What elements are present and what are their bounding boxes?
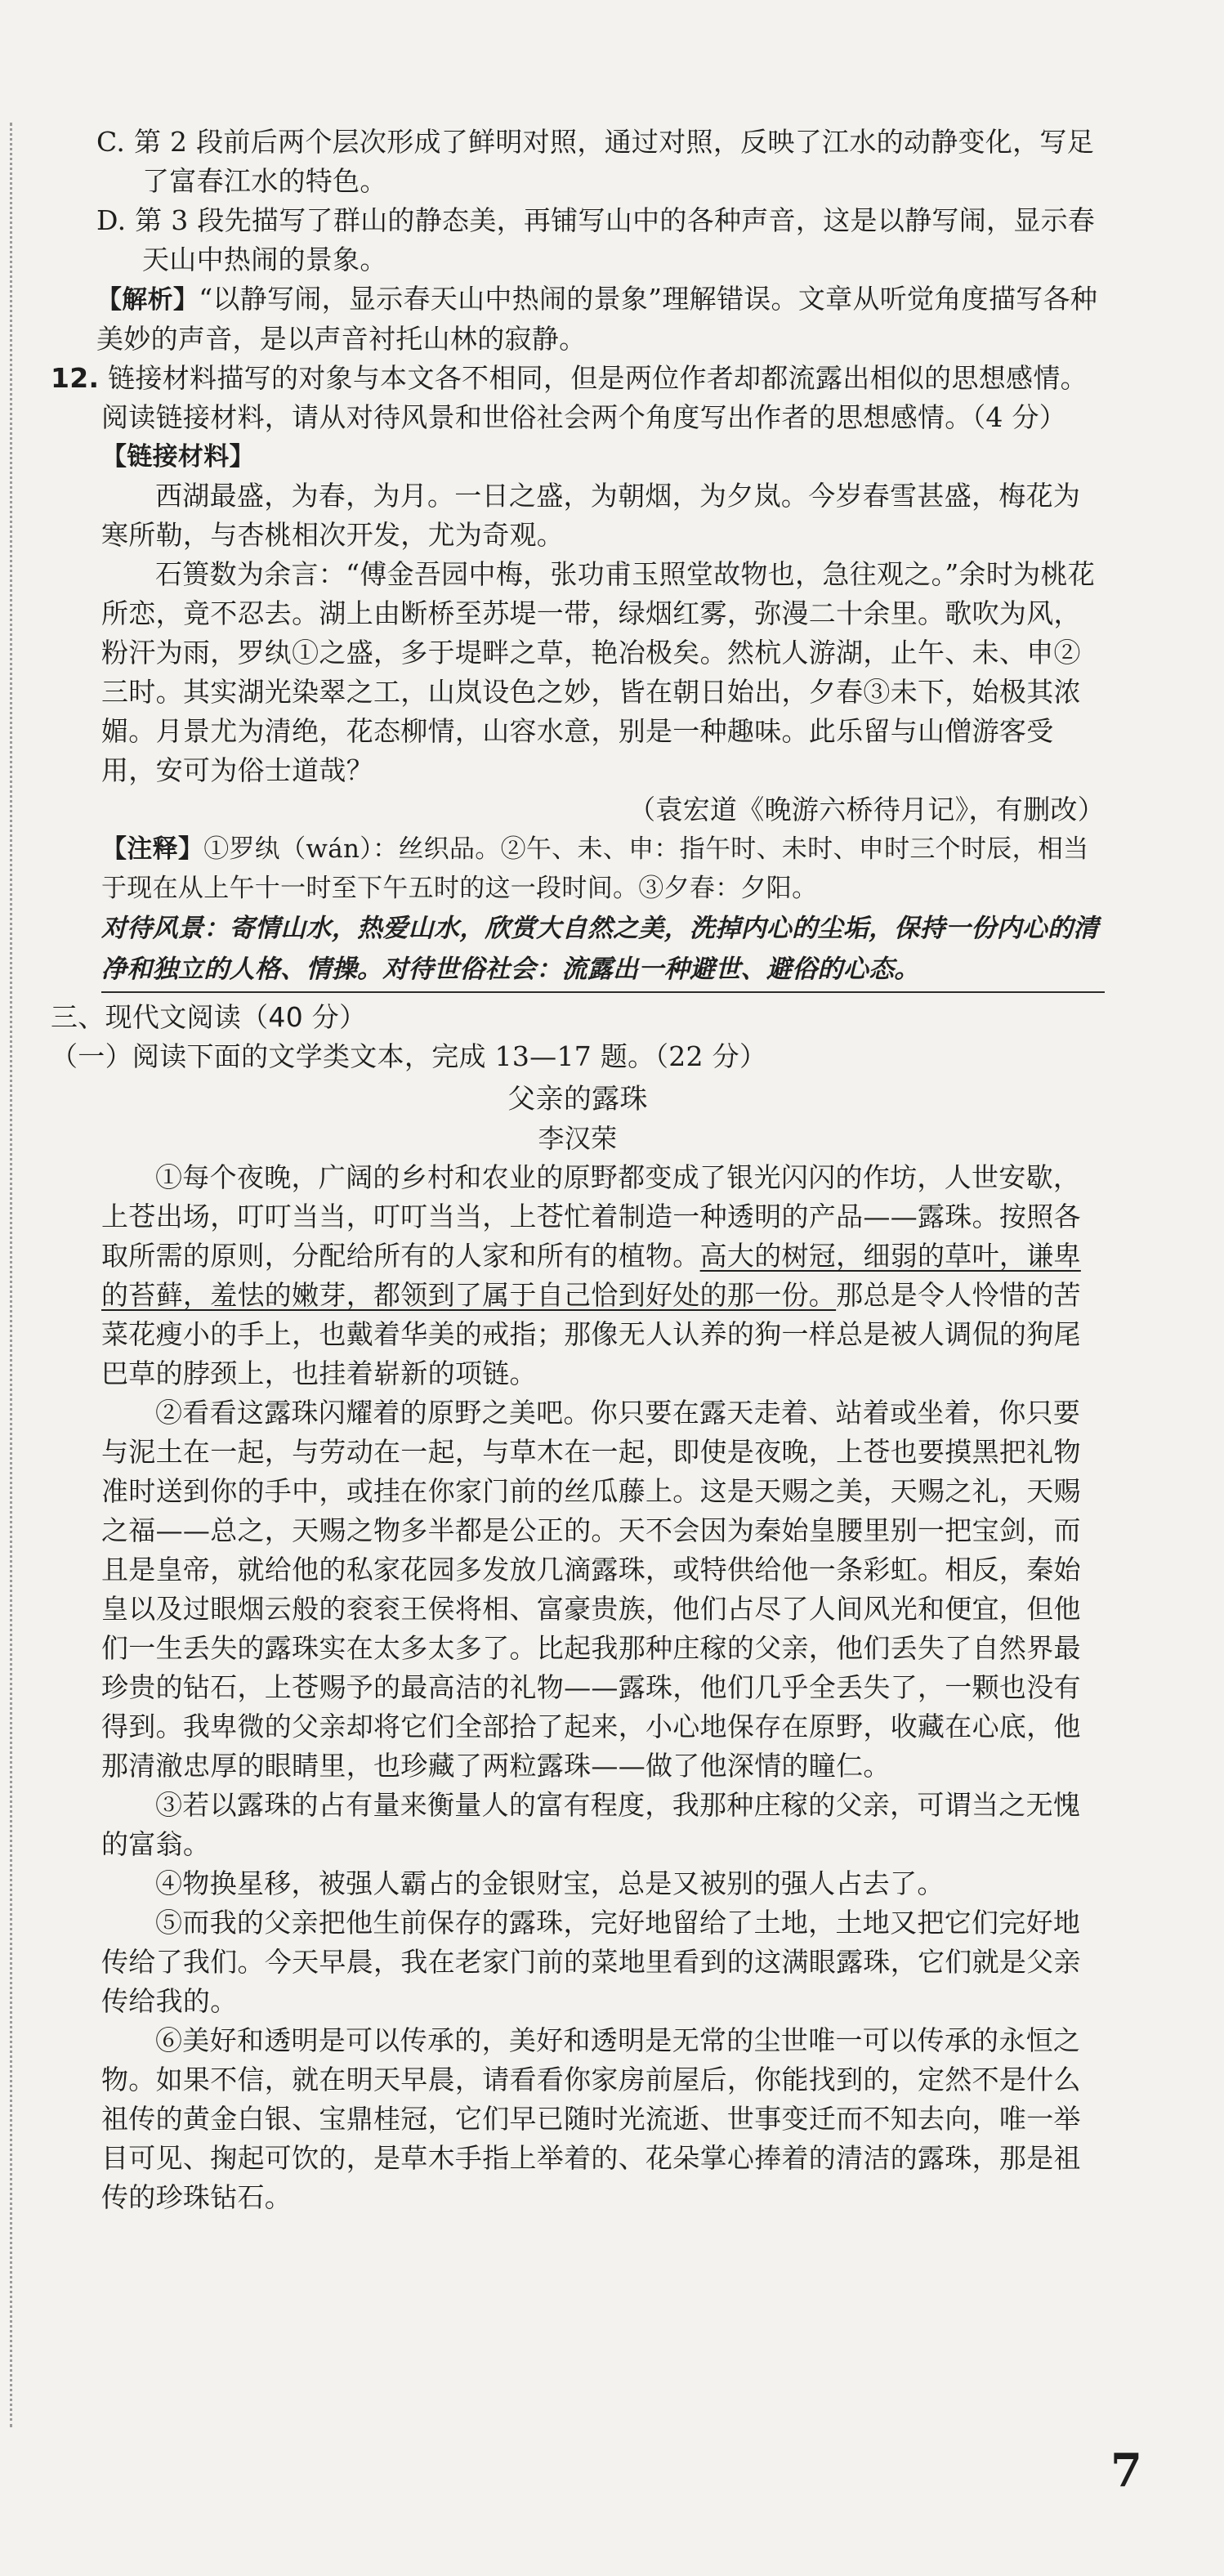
page-content [51, 123, 1105, 2217]
article-paragraph-2: ②看看这露珠闪耀着的原野之美吧。你只要在露天走着、站着或坐着，你只要与泥土在一起，与劳动在一起，与草木在一起，即使是夜晚，上苍也要摸黑把礼物准时送到你的手中，或挂在你家门前的丝瓜藤上。这是天赐之美，天赐之礼，天赐之福——总之，天赐之物多半都是公正的。天不会因为秦始皇腰里别一把宝剑，而且是皇帝，就给他的私家花园多发放几滴露珠，或特供给他一条彩虹。相反，秦始皇以及过眼烟云般的衮衮王侯将相、富豪贵族，他们占尽了人间风光和便宜，但他们一生丢失的露珠实在太多太多了。比起我那种庄稼的父亲，他们丢失了自然界最珍贵的钻石，上苍赐予的最高洁的礼物——露珠，他们几乎全丢失了，一颗也没有得到。我卑微的父亲却将它们全部拾了起来，小心地保存在原野，收藏在心底，他那清澈忠厚的眼睛里，也珍藏了两粒露珠——做了他深情的瞳仁。 [101, 1397, 1081, 1782]
section-3-title: 三、现代文阅读（40 分） [51, 1001, 367, 1033]
material-paragraph-1: 西湖最盛，为春，为月。一日之盛，为朝烟，为夕岚。今岁春雪甚盛，梅花为寒所勒，与杏桃相次开发，尤为奇观。 [101, 480, 1081, 551]
article-paragraph-4: ④物换星移，被强人霸占的金银财宝，总是又被别的强人占去了。 [155, 1867, 945, 1899]
page-number: 7 [1110, 2444, 1142, 2498]
article-paragraph-6: ⑥美好和透明是可以传承的，美好和透明是无常的尘世唯一可以传承的永恒之物。如果不信，就在明天早晨，请看看你家房前屋后，你能找到的，定然不是什么祖传的黄金白银、宝鼎桂冠，它们早已随时光流逝、世事变迁而不知去向，唯一举目可见、掬起可饮的，是草木手指上举着的、花朵掌心捧着的清洁的露珠，那是祖传的珍珠钻石。 [101, 2024, 1081, 2213]
question-12-prompt: 链接材料描写的对象与本文各不相同，但是两位作者却都流露出相似的思想感情。阅读链接材料，请从对待风景和世俗社会两个角度写出作者的思想感情。（4 分） [101, 362, 1088, 433]
note-text: ①罗纨（wán）：丝织品。②午、未、申：指午时、未时、申时三个时辰，相当于现在从上午十一时至下午五时的这一段时间。③夕春：夕阳。 [101, 834, 1089, 903]
section-3-part-1: （一）阅读下面的文学类文本，完成 13—17 题。（22 分） [51, 1040, 767, 1072]
paragraph-1-underlined: 高大的树冠，细弱的草叶，谦卑的苔藓，羞怯的嫩芽，都领到了属于自己恰到好处的那一份。 [101, 1240, 1081, 1311]
analysis-tag: 【解析】 [96, 285, 199, 315]
paragraph-1-part-b: 那总是令人怜惜的苦菜花瘦小的手上，也戴着华美的戒指；那像无人认养的狗一样总是被人调侃的狗尾巴草的脖颈上，也挂着崭新的项链。 [101, 1279, 1081, 1389]
note-block [101, 830, 1105, 908]
analysis-text: “以静写闹，显示春天山中热闹的景象”理解错误。文章从听觉角度描写各种美妙的声音，是以声音衬托山林的寂静。 [96, 283, 1098, 355]
article-paragraph-1 [101, 1158, 1105, 1393]
question-12-number: 12. [51, 362, 100, 394]
article-author: 李汉荣 [538, 1123, 618, 1154]
article-title: 父亲的露珠 [507, 1083, 648, 1116]
paragraph-1-part-a: ①每个夜晚，广阔的乡村和农业的原野都变成了银光闪闪的作坊，人世安歇，上苍出场，叮叮当当，叮叮当当，上苍忙着制造一种透明的产品——露珠。按照各取所需的原则，分配给所有的人家和所有的植物。 [101, 1161, 1081, 1272]
handwritten-answer-12: 对待风景：寄情山水，热爱山水，欣赏大自然之美，洗掉内心的尘垢，保持一份内心的清净和独立的人格、情操。对待世俗社会：流露出一种避世、避俗的心态。 [101, 908, 1105, 993]
binding-margin-line [10, 123, 12, 2427]
analysis-block [96, 280, 1105, 359]
material-citation: （袁宏道《晚游六桥待月记》，有删改） [628, 794, 1105, 825]
option-d: D. 第 3 段先描写了群山的静态美，再铺写山中的各种声音，这是以静写闹，显示春天山中热闹的景象。 [96, 204, 1096, 275]
note-tag: 【注释】 [101, 834, 204, 864]
material-tag: 【链接材料】 [101, 442, 255, 472]
article-body [101, 1158, 1105, 2217]
material-paragraph-2: 石篑数为余言：“傅金吾园中梅，张功甫玉照堂故物也，急往观之。”余时为桃花所恋，竟不忍去。湖上由断桥至苏堤一带，绿烟红雾，弥漫二十余里。歌吹为风，粉汗为雨，罗纨①之盛，多于堤畔之草，艳冶极矣。然杭人游湖，止午、未、申②三时。其实湖光染翠之工，山岚设色之妙，皆在朝日始出，夕春③未下，始极其浓媚。月景尤为清绝，花态柳情，山容水意，别是一种趣味。此乐留与山僧游客受用，安可为俗士道哉？ [101, 558, 1096, 786]
option-c: C. 第 2 段前后两个层次形成了鲜明对照，通过对照，反映了江水的动静变化，写足了富春江水的特色。 [96, 126, 1095, 197]
article-paragraph-5: ⑤而我的父亲把他生前保存的露珠，完好地留给了土地，土地又把它们完好地传给了我们。今天早晨，我在老家门前的菜地里看到的这满眼露珠，它们就是父亲传给我的。 [101, 1907, 1081, 2017]
article-paragraph-3: ③若以露珠的占有量来衡量人的富有程度，我那种庄稼的父亲，可谓当之无愧的富翁。 [101, 1789, 1081, 1860]
question-12 [51, 359, 1105, 437]
